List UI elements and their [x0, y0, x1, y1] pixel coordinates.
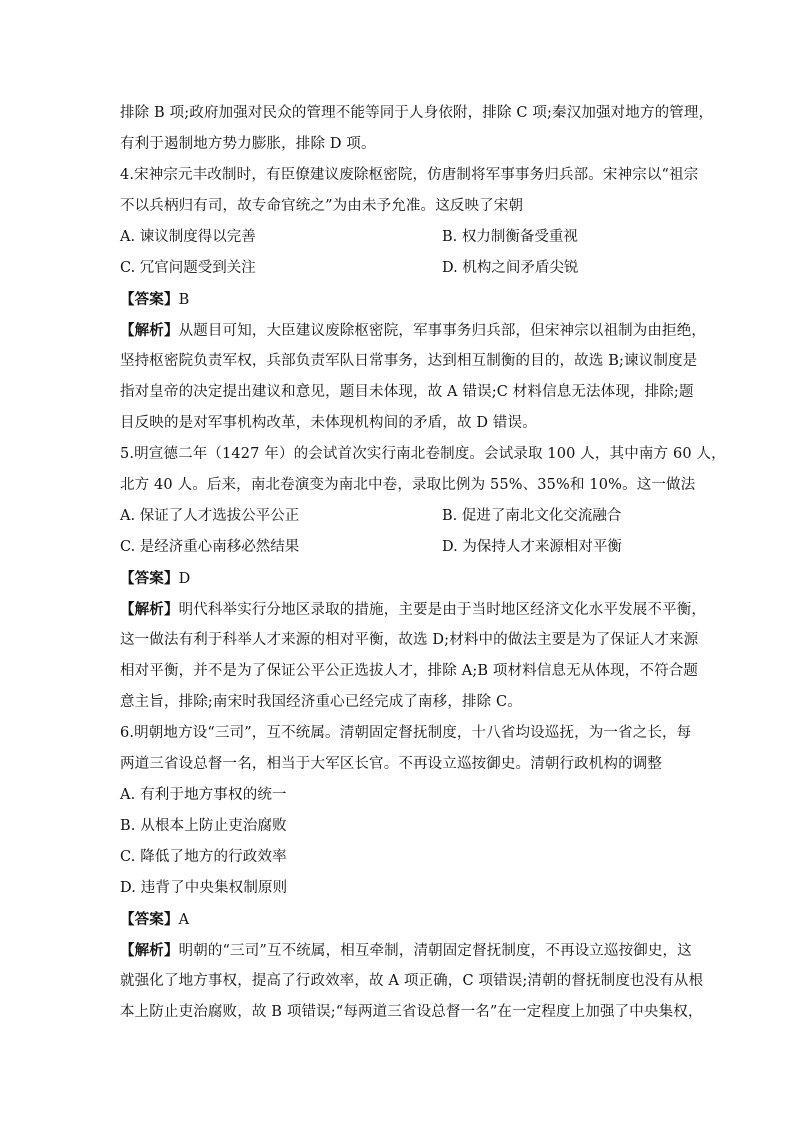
- analysis-line: 本上防止吏治腐败，故 B 项错误;“每两道三省设总督一名”在一定程度上加强了中央集权，: [120, 1004, 703, 1020]
- question-stem-line: 不以兵柄归有司，故专命官统之”为由未予允准。这反映了宋朝: [120, 198, 524, 214]
- question-stem-line: 6.明朝地方设“三司”，互不统属。清朝固定督抚制度，十八省均设巡抚，为一省之长，每: [120, 725, 692, 741]
- option-d: D. 机构之间矛盾尖锐: [442, 260, 579, 276]
- analysis-text: 明朝的“三司”互不统属，相互牵制，清朝固定督抚制度，不再设立巡按御史，这: [178, 943, 692, 959]
- analysis-line: 目反映的是对军事机构改革，未体现机构间的矛盾，故 D 错误。: [120, 415, 537, 431]
- answer-value: A: [178, 912, 190, 928]
- option-c: C. 冗官问题受到关注: [120, 260, 256, 276]
- analysis-line: 相对平衡，并不是为了保证公平公正选拔人才，排除 A;B 项材料信息无从体现，不符合题: [120, 663, 699, 679]
- analysis-line: [120, 594, 707, 625]
- question-stem-line: 北方 40 人。后来，南北卷演变为南北中卷，录取比例为 55%、35%和 10%。这一做法: [120, 477, 696, 493]
- option-c: C. 是经济重心南移必然结果: [120, 539, 300, 555]
- question-4: [120, 160, 707, 439]
- answer-value: D: [178, 571, 191, 587]
- answer-label: 【答案】: [120, 911, 179, 928]
- analysis-line: 意主旨，排除;南宋时我国经济重心已经完成了南移，排除 C。: [120, 694, 522, 710]
- option-b: B. 从根本上防止吏治腐败: [120, 818, 287, 834]
- analysis-line: [120, 315, 707, 346]
- text-line: 排除 B 项;政府加强对民众的管理不能等同于人身依附，排除 C 项;秦汉加强对地方的管理，: [120, 105, 714, 121]
- question-5: [120, 439, 726, 718]
- analysis-label: 【解析】: [120, 942, 179, 959]
- question-stem-line: 4.宋神宗元丰改制时，有臣僚建议废除枢密院，仿唐制将军事事务归兵部。宋神宗以“祖宗: [120, 167, 699, 183]
- option-d: D. 为保持人才来源相对平衡: [442, 539, 622, 555]
- answer-line: [120, 904, 680, 935]
- options-row: [120, 501, 680, 532]
- text-line: 有利于遏制地方势力膨胀，排除 D 项。: [120, 136, 376, 152]
- option-a: A. 有利于地方事权的统一: [120, 787, 287, 803]
- answer-value: B: [178, 292, 190, 308]
- analysis-text: 从题目可知，大臣建议废除枢密院，军事事务归兵部，但宋神宗以祖制为由拒绝，: [178, 323, 707, 339]
- prev-analysis-tail: [120, 98, 714, 160]
- analysis-label: 【解析】: [120, 322, 179, 339]
- answer-label: 【答案】: [120, 291, 179, 308]
- answer-line: [120, 284, 680, 315]
- option-b: B. 权力制衡备受重视: [442, 229, 578, 245]
- answer-line: [120, 563, 680, 594]
- question-stem-line: 5.明宣德二年（1427 年）的会试首次实行南北卷制度。会试录取 100 人，其中南方 60 人，: [120, 446, 726, 462]
- option-b: B. 促进了南北文化交流融合: [442, 508, 622, 524]
- analysis-text: 明代科举实行分地区录取的措施，主要是由于当时地区经济文化水平发展不平衡，: [178, 602, 707, 618]
- option-a: A. 谏议制度得以完善: [120, 229, 256, 245]
- question-stem-line: 两道三省设总督一名，相当于大军区长官。不再设立巡按御史。清朝行政机构的调整: [120, 756, 663, 772]
- analysis-label: 【解析】: [120, 601, 179, 618]
- analysis-line: 就强化了地方事权，提高了行政效率，故 A 项正确，C 项错误;清朝的督抚制度也没有从根: [120, 973, 704, 989]
- analysis-line: 坚持枢密院负责军权，兵部负责军队日常事务，达到相互制衡的目的，故选 B;谏议制度是: [120, 353, 698, 369]
- option-d: D. 违背了中央集权制原则: [120, 880, 288, 896]
- analysis-line: [120, 935, 692, 966]
- option-a: A. 保证了人才选拔公平公正: [120, 508, 300, 524]
- analysis-line: 指对皇帝的决定提出建议和意见，题目未体现，故 A 错误;C 材料信息无法体现，排除;题: [120, 384, 694, 400]
- answer-label: 【答案】: [120, 570, 179, 587]
- question-6: [120, 718, 704, 1028]
- options-row: [120, 222, 680, 253]
- document-page: [120, 98, 726, 1028]
- options-row: [120, 253, 680, 284]
- analysis-line: 这一做法有利于科举人才来源的相对平衡，故选 D;材料中的做法主要是为了保证人才来源: [120, 632, 699, 648]
- option-c: C. 降低了地方的行政效率: [120, 849, 287, 865]
- options-row: [120, 532, 680, 563]
